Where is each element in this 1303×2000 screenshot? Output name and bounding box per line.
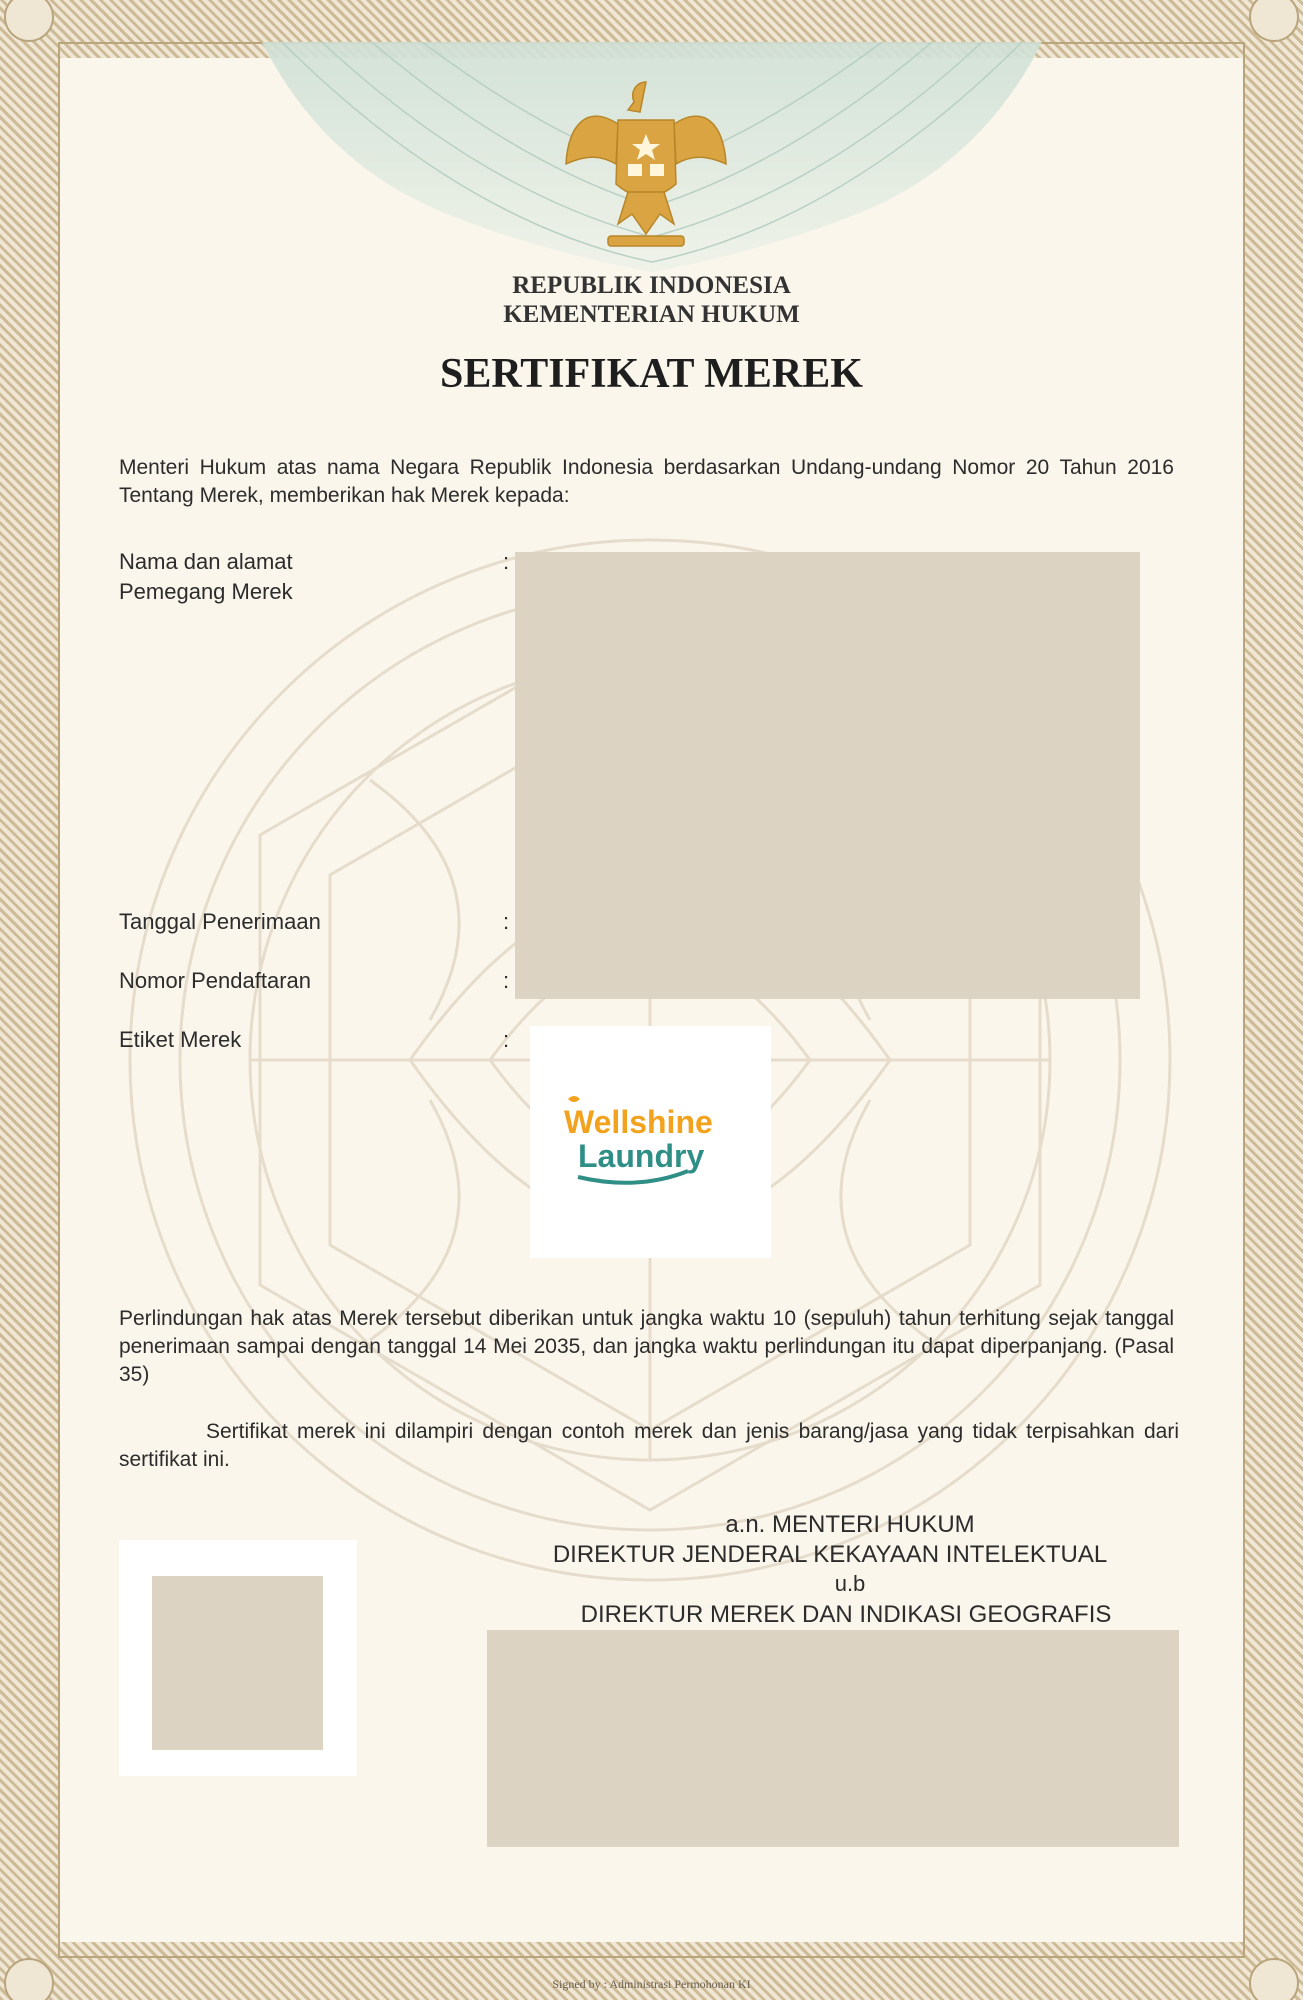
redacted-signature (487, 1630, 1179, 1847)
intro-paragraph: Menteri Hukum atas nama Negara Republik Indonesia berdasarkan Undang-undang Nomor 20 Tahun 2016 Tentang Merek, memberikan hak Merek kepada: (119, 456, 1174, 507)
signed-by-footer: Signed by : Administrasi Permohonan KI (552, 1977, 751, 1991)
logo-line1: Wellshine (564, 1104, 713, 1140)
signature-line-1: a.n. MENTERI HUKUM (725, 1511, 975, 1538)
label-label: Etiket Merek (119, 1027, 242, 1052)
corner-ornament-icon (1249, 0, 1299, 42)
filing-date-colon: : (503, 909, 510, 934)
wellshine-laundry-logo (560, 1091, 745, 1191)
attachment-paragraph: Sertifikat merek ini dilampiri dengan contoh merek dan jenis barang/jasa yang tidak terpisahkan dari sertifikat ini. (119, 1420, 1179, 1471)
qr-code-frame (119, 1540, 357, 1776)
registration-number-colon: : (503, 968, 510, 993)
signature-line-4: DIREKTUR MEREK DAN INDIKASI GEOGRAFIS (580, 1601, 1112, 1628)
registration-number-label: Nomor Pendaftaran (119, 968, 311, 993)
country-heading: REPUBLIK INDONESIA (512, 272, 791, 299)
signature-line-2: DIREKTUR JENDERAL KEKAYAAN INTELEKTUAL (552, 1541, 1108, 1568)
page-title: SERTIFIKAT MEREK (440, 351, 863, 397)
filing-date-label: Tanggal Penerimaan (119, 909, 321, 934)
logo-sparkle-icon (568, 1096, 580, 1102)
holder-label-line1: Nama dan alamat (119, 549, 293, 574)
label-colon: : (503, 1027, 510, 1052)
protection-paragraph: Perlindungan hak atas Merek tersebut diberikan untuk jangka waktu 10 (sepuluh) tahun terhitung sejak tanggal penerimaan sampai dengan tanggal 14 Mei 2035, dan jangka waktu perlindungan itu dapat diperpanjang. (Pasal 35) (119, 1307, 1174, 1386)
redacted-holder-details (515, 552, 1140, 999)
ministry-heading: KEMENTERIAN HUKUM (503, 301, 800, 328)
holder-colon: : (503, 549, 510, 574)
signature-line-3: u.b (834, 1571, 866, 1596)
logo-line2: Laundry (578, 1138, 705, 1174)
holder-label-line2: Pemegang Merek (119, 579, 293, 604)
redacted-qr-code (152, 1576, 323, 1750)
garuda-emblem-icon (558, 64, 734, 250)
corner-ornament-icon (4, 0, 54, 42)
brand-label-image (530, 1026, 771, 1258)
